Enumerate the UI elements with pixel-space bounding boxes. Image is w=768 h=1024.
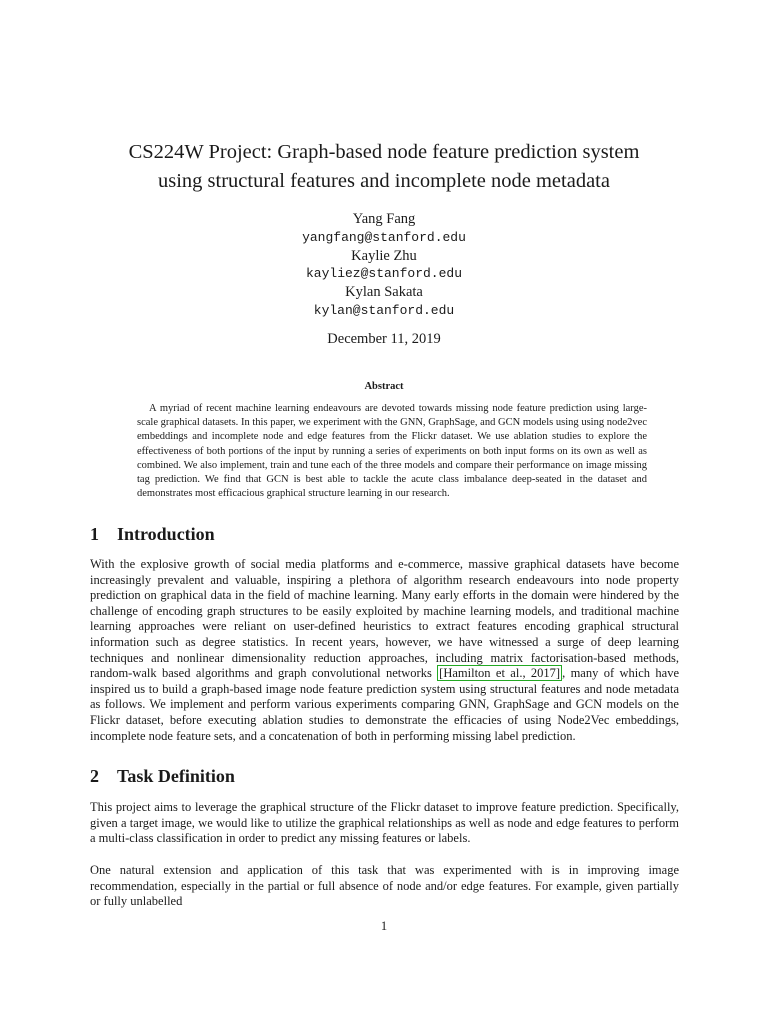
citation-link[interactable]: [Hamilton et al., 2017] xyxy=(439,666,561,681)
author-email[interactable]: yangfang@stanford.edu xyxy=(302,229,466,245)
page-number: 1 xyxy=(380,919,388,933)
section-title: Introduction xyxy=(117,524,215,544)
section-number: 2 xyxy=(90,766,99,786)
author-name: Kylan Sakata xyxy=(345,284,423,300)
abstract-text xyxy=(137,402,647,501)
section-heading-task-definition xyxy=(90,766,235,787)
title-line-2: using structural features and incomplete node metadata xyxy=(158,170,610,192)
author-name: Yang Fang xyxy=(352,211,416,227)
intro-text-before-citation: With the explosive growth of social media platforms and e-commerce, massive graphical datasets have become increasingly prevalent and valuable, inspiring a plethora of algorithm research endeavours into node property prediction on graphical data in the field of machine learning. Many early efforts in the domain were hindered by the challenge of encoding graph structures to be easily exploited by machine learning models, and traditional machine learning approaches were reliant on user-defined heuristics to extract features encoding graphical structural information such as degree statistics. In recent years, however, we have witnessed a surge of deep learning techniques and nonlinear dimensionality reduction approaches, including matrix factorisation-based methods, random-walk based algorithms and graph convolutional networks xyxy=(90,557,679,681)
section-number: 1 xyxy=(90,524,99,544)
title-line-1: CS224W Project: Graph-based node feature prediction system xyxy=(128,141,640,163)
paper-date: December 11, 2019 xyxy=(327,331,441,347)
introduction-paragraph xyxy=(90,557,679,744)
author-email[interactable]: kylan@stanford.edu xyxy=(313,302,455,318)
author-block xyxy=(0,210,768,320)
abstract-content: A myriad of recent machine learning endeavours are devoted towards missing node feature prediction using large-scale graphical datasets. In this paper, we experiment with the GNN, GraphSage, and GCN models using using node2vec embeddings and incomplete node and edge features from the Flickr dataset. We use ablation studies to explore the effectiveness of both portions of the input by running a series of experiments on both input forms on its own as well as combined. We also implement, train and tune each of the three models and compare their performance on image missing tag prediction. We find that GCN is best able to tackle the acute class imbalance deep-seated in the dataset and demonstrates most efficacious graphical structure learning in our research. xyxy=(137,403,647,500)
section-heading-introduction xyxy=(90,524,215,545)
author-name: Kaylie Zhu xyxy=(351,247,417,264)
section-title: Task Definition xyxy=(117,766,235,786)
paper-title xyxy=(60,138,708,196)
intro-text-after-citation: , many of which have inspired us to build a graph-based image node feature prediction system using structural features and node metadata as follows. We implement and perform various experiments comparing GNN, GraphSage and GCN models on the Flickr dataset, before executing ablation studies to demonstrate the efficacies of using Node2Vec embeddings, incomplete node feature sets, and a concatenation of both in performing missing label prediction. xyxy=(90,666,679,743)
task-definition-paragraph-1: This project aims to leverage the graphical structure of the Flickr dataset to improve feature prediction. Specifically, given a target image, we would like to utilize the graphical relationships as well as node and edge features to perform a multi-class classification in order to predict any missing features or labels. xyxy=(90,800,679,846)
abstract-heading: Abstract xyxy=(364,381,404,392)
task-definition-paragraph-2: One natural extension and application of this task that was experimented with is in improving image recommendation, especially in the partial or full absence of node and/or edge features. For example, given partially or fully unlabelled xyxy=(90,863,679,909)
author-email[interactable]: kayliez@stanford.edu xyxy=(305,266,463,281)
